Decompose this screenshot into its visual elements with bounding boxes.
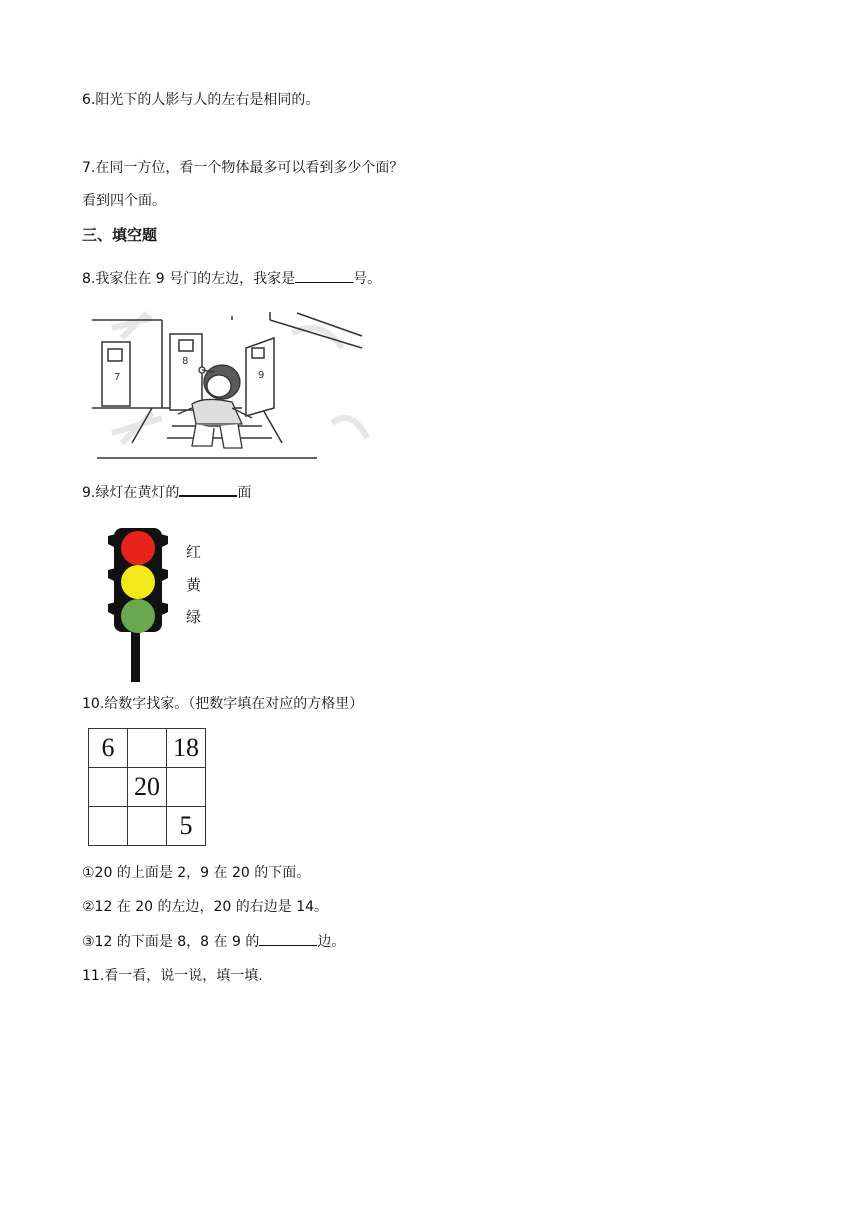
answer-blank[interactable] xyxy=(259,931,317,946)
question-10-clue-3-text: ③12 的下面是 8，8 在 9 的 xyxy=(82,934,260,950)
answer-blank[interactable] xyxy=(179,481,237,497)
question-9-text: 9.绿灯在黄灯的 xyxy=(82,485,180,501)
question-10-clue-2: ②12 在 20 的左边，20 的右边是 14。 xyxy=(82,899,329,915)
question-7-answer: 看到四个面。 xyxy=(82,193,166,209)
question-7: 7.在同一方位，看一个物体最多可以看到多少个面？ xyxy=(82,160,404,176)
grid-cell[interactable]: 6 xyxy=(89,729,128,768)
label-yellow: 黄 xyxy=(186,576,202,594)
grid-cell[interactable] xyxy=(89,768,128,807)
question-10-clue-3-suffix: 边。 xyxy=(317,934,346,950)
doors-illustration xyxy=(92,308,374,466)
traffic-light-pole xyxy=(131,626,140,682)
question-8-text: 8.我家住在 9 号门的左边，我家是 xyxy=(82,271,296,287)
grid-row xyxy=(89,807,206,846)
grid-row xyxy=(89,729,206,768)
grid-cell[interactable]: 18 xyxy=(167,729,206,768)
question-10: 10.给数字找家。（把数字填在对应的方格里） xyxy=(82,696,364,712)
question-6: 6.阳光下的人影与人的左右是相同的。 xyxy=(82,92,320,108)
question-10-clue-3 xyxy=(82,931,345,952)
door-8 xyxy=(170,334,202,410)
question-9 xyxy=(82,481,251,503)
grid-cell[interactable] xyxy=(89,807,128,846)
question-8 xyxy=(82,268,381,289)
door-9-number: 9 xyxy=(258,370,265,381)
green-light xyxy=(121,599,155,633)
answer-blank[interactable] xyxy=(295,268,353,283)
yellow-light xyxy=(121,565,155,599)
grid-cell[interactable] xyxy=(128,729,167,768)
grid-row xyxy=(89,768,206,807)
question-9-suffix: 面 xyxy=(237,485,252,501)
question-10-clue-1: ①20 的上面是 2，9 在 20 的下面。 xyxy=(82,865,311,881)
question-8-suffix: 号。 xyxy=(353,271,382,287)
grid-cell[interactable] xyxy=(167,768,206,807)
question-11: 11.看一看，说一说，填一填. xyxy=(82,968,263,984)
grid-cell[interactable] xyxy=(128,807,167,846)
door-7-number: 7 xyxy=(114,372,121,383)
grid-cell[interactable]: 20 xyxy=(128,768,167,807)
red-light xyxy=(121,531,155,565)
label-green: 绿 xyxy=(186,608,202,626)
grid-cell[interactable]: 5 xyxy=(167,807,206,846)
label-red: 红 xyxy=(186,543,202,561)
number-grid xyxy=(88,728,206,846)
section-heading-fill-blank: 三、填空题 xyxy=(82,226,158,244)
traffic-light-illustration xyxy=(104,526,224,682)
door-8-number: 8 xyxy=(182,356,189,367)
